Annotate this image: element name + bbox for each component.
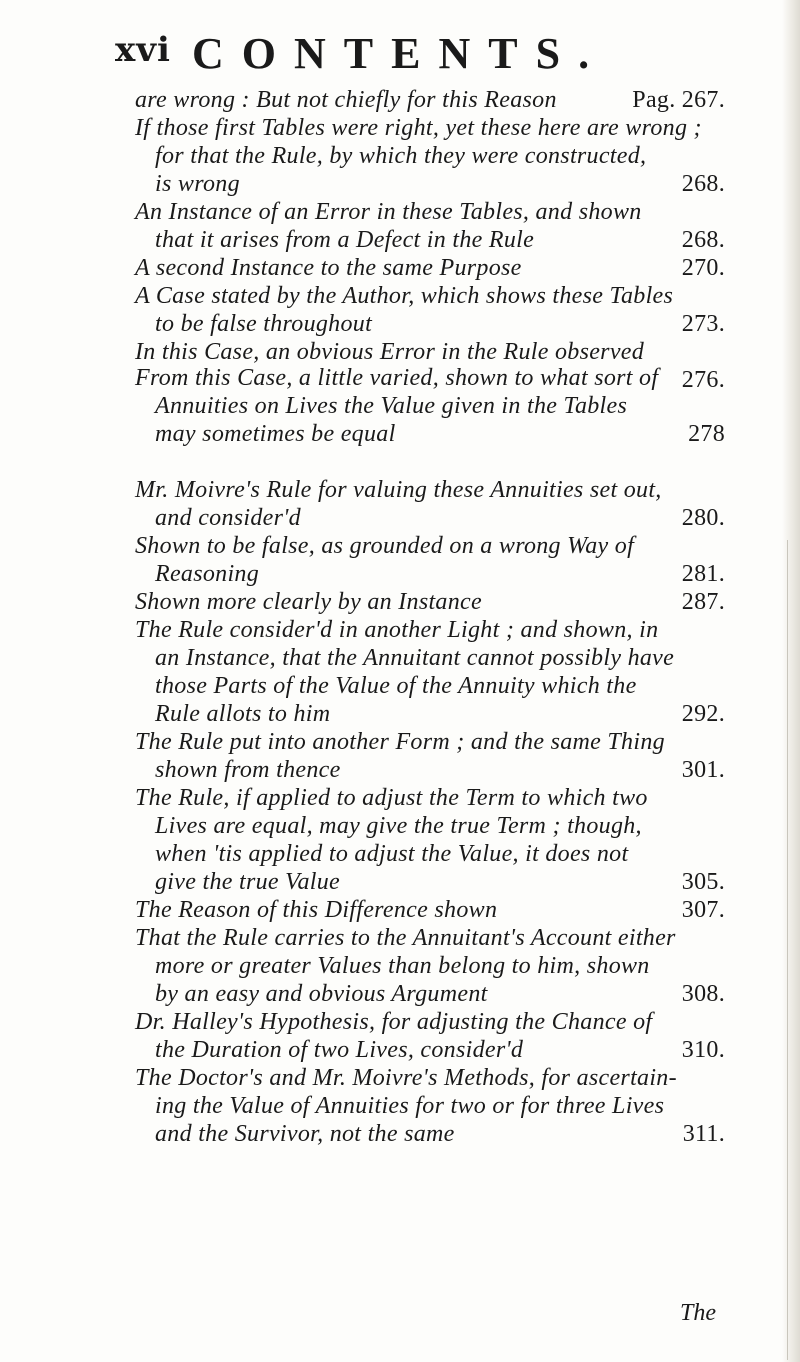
entry-page-number: 270. [681,255,725,281]
entry-line: that it arises from a Defect in the Rule [155,227,535,253]
contents-entry [135,86,725,114]
entry-line: by an easy and obvious Argument [155,981,488,1007]
entry-page-number: 278 [688,421,725,447]
contents-entry [135,114,725,198]
entry-line: and the Survivor, not the same [155,1121,455,1147]
entry-page-number: 305. [681,869,725,895]
entry-page-number: 273. [681,311,725,337]
page-header [115,22,655,82]
entry-line: Reasoning [155,561,260,587]
entry-line: more or greater Values than belong to him, shown [155,953,650,979]
entry-page-number: 308. [681,981,725,1007]
entry-page-number: 268. [681,227,725,253]
entry-page-number: 268. [681,171,725,197]
entry-line: an Instance, that the Annuitant cannot possibly have [155,645,675,671]
entry-line: shown from thence [155,757,341,783]
entry-line: The Rule, if applied to adjust the Term to which two [135,785,648,811]
entry-line: are wrong : But not chiefly for this Reason [135,87,557,113]
entry-line: Rule allots to him [155,701,331,727]
binding-line [787,540,788,1360]
entry-line: when 'tis applied to adjust the Value, it does not [155,841,629,867]
entry-page-number: Pag. 267. [632,87,725,113]
entry-line: and consider'd [155,505,301,531]
entry-line: The Rule consider'd in another Light ; and shown, in [135,617,659,643]
contents-entry [135,728,725,784]
contents-entry [135,1064,725,1148]
contents-entry [135,924,725,1008]
entry-line: Dr. Halley's Hypothesis, for adjusting the Chance of [135,1009,653,1035]
entry-line: A Case stated by the Author, which shows these Tables [135,283,674,309]
entry-page-number: 310. [681,1037,725,1063]
entry-line: From this Case, a little varied, shown to what sort of [135,365,659,391]
entry-line: Shown more clearly by an Instance [135,589,482,615]
contents-entry [135,476,725,532]
contents-entry [135,532,725,588]
entry-page-number: 311. [682,1121,725,1147]
entry-page-number: 301. [681,757,725,783]
entry-line: If those first Tables were right, yet these here are wrong ; [135,115,702,141]
entry-line: In this Case, an obvious Error in the Rule observed [135,339,645,365]
entry-page-number: 292. [681,701,725,727]
entry-line: the Duration of two Lives, consider'd [155,1037,524,1063]
contents-entry [135,364,725,448]
entry-line: An Instance of an Error in these Tables, and shown [135,199,642,225]
entry-line: Mr. Moivre's Rule for valuing these Annuities set out, [135,477,662,503]
entry-line: The Reason of this Difference shown [135,897,498,923]
entry-line: may sometimes be equal [155,421,396,447]
entry-page-number: 276. [681,367,725,393]
entry-line: The Rule put into another Form ; and the same Thing [135,729,665,755]
entry-line: to be false throughout [155,311,373,337]
contents-entry [135,616,725,728]
page-edge-shadow [782,0,800,1362]
contents-entry [135,588,725,616]
entry-line: The Doctor's and Mr. Moivre's Methods, for ascertain- [135,1065,677,1091]
entry-line: Annuities on Lives the Value given in the Tables [155,393,628,419]
entry-line: Shown to be false, as grounded on a wrong Way of [135,533,635,559]
entry-line: those Parts of the Value of the Annuity which the [155,673,637,699]
entry-line: A second Instance to the same Purpose [135,255,522,281]
entry-page-number: 307. [681,897,725,923]
entry-page-number: 281. [681,561,725,587]
entry-line: give the true Value [155,869,340,895]
entry-page-number: 280. [681,505,725,531]
entry-line: is wrong [155,171,240,197]
entry-line: for that the Rule, by which they were constructed, [155,143,647,169]
entry-line: ing the Value of Annuities for two or for three Lives [155,1093,665,1119]
running-head-title: CONTENTS. [192,29,608,78]
contents-entry [135,282,725,338]
entry-line: Lives are equal, may give the true Term ; though, [155,813,642,839]
contents-entry [135,896,725,924]
contents-entry [135,254,725,282]
contents-entry [135,784,725,896]
entry-page-number: 287. [681,589,725,615]
contents-entry [135,1008,725,1064]
catchword: The [680,1300,716,1326]
contents-entry [135,198,725,254]
page-number: xvi [115,30,171,70]
entry-line: That the Rule carries to the Annuitant's Account either [135,925,676,951]
